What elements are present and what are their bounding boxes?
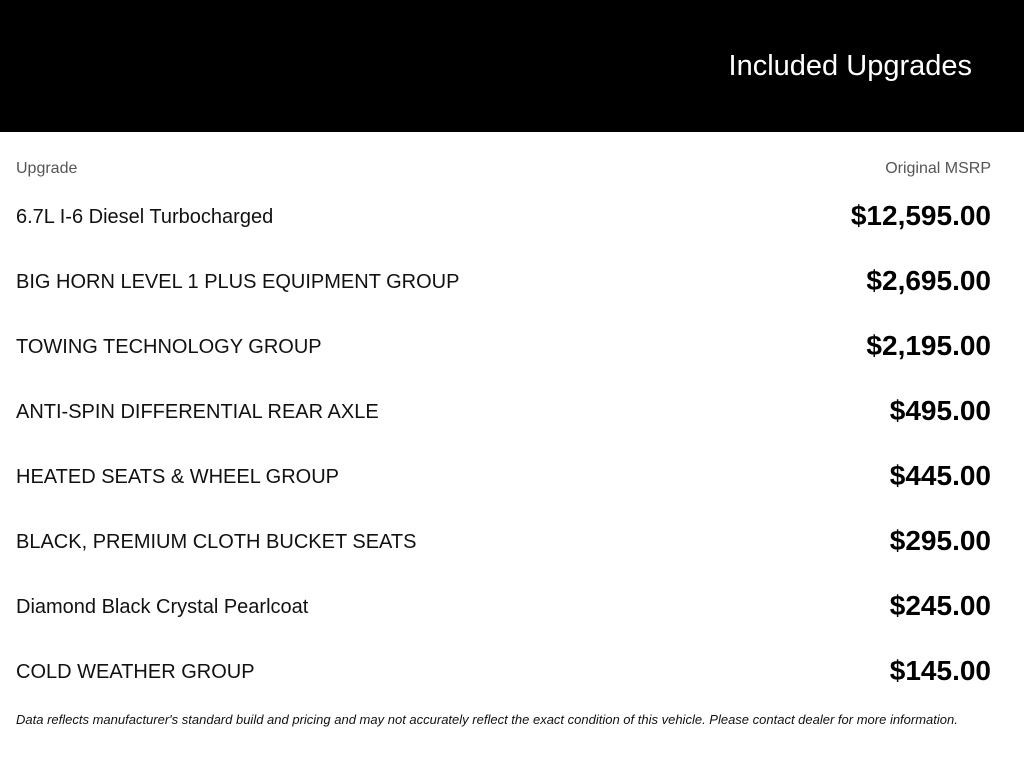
- upgrade-price: $145.00: [889, 655, 991, 686]
- page-title: Included Upgrades: [728, 50, 972, 82]
- list-item: [16, 185, 991, 250]
- column-headers: [16, 160, 991, 180]
- list-item: [16, 445, 991, 510]
- upgrade-name: HEATED SEATS & WHEEL GROUP: [16, 466, 340, 488]
- upgrade-price: $495.00: [889, 395, 991, 426]
- list-item: [16, 380, 991, 445]
- upgrades-list: [16, 185, 991, 705]
- upgrade-price: $295.00: [889, 525, 991, 556]
- list-item: [16, 510, 991, 575]
- upgrade-name: TOWING TECHNOLOGY GROUP: [16, 336, 322, 358]
- list-item: [16, 250, 991, 315]
- header-banner: [0, 0, 1024, 132]
- upgrade-price: $445.00: [889, 460, 991, 491]
- upgrade-name: Diamond Black Crystal Pearlcoat: [16, 596, 309, 618]
- upgrade-name: BLACK, PREMIUM CLOTH BUCKET SEATS: [16, 531, 417, 553]
- list-item: [16, 575, 991, 640]
- upgrade-name: ANTI-SPIN DIFFERENTIAL REAR AXLE: [16, 401, 379, 423]
- disclaimer-text: Data reflects manufacturer's standard build and pricing and may not accurately reflect the exact condition of this vehicle. Please contact dealer for more information.: [16, 712, 958, 727]
- column-header-upgrade: Upgrade: [16, 160, 78, 177]
- list-item: [16, 315, 991, 380]
- column-header-msrp: Original MSRP: [885, 160, 991, 177]
- upgrade-price: $2,195.00: [866, 330, 991, 361]
- upgrade-name: BIG HORN LEVEL 1 PLUS EQUIPMENT GROUP: [16, 271, 460, 293]
- upgrade-name: 6.7L I-6 Diesel Turbocharged: [16, 206, 274, 228]
- upgrade-price: $2,695.00: [866, 265, 991, 296]
- upgrade-price: $245.00: [889, 590, 991, 621]
- upgrade-price: $12,595.00: [850, 200, 991, 231]
- upgrade-name: COLD WEATHER GROUP: [16, 661, 255, 683]
- list-item: [16, 640, 991, 705]
